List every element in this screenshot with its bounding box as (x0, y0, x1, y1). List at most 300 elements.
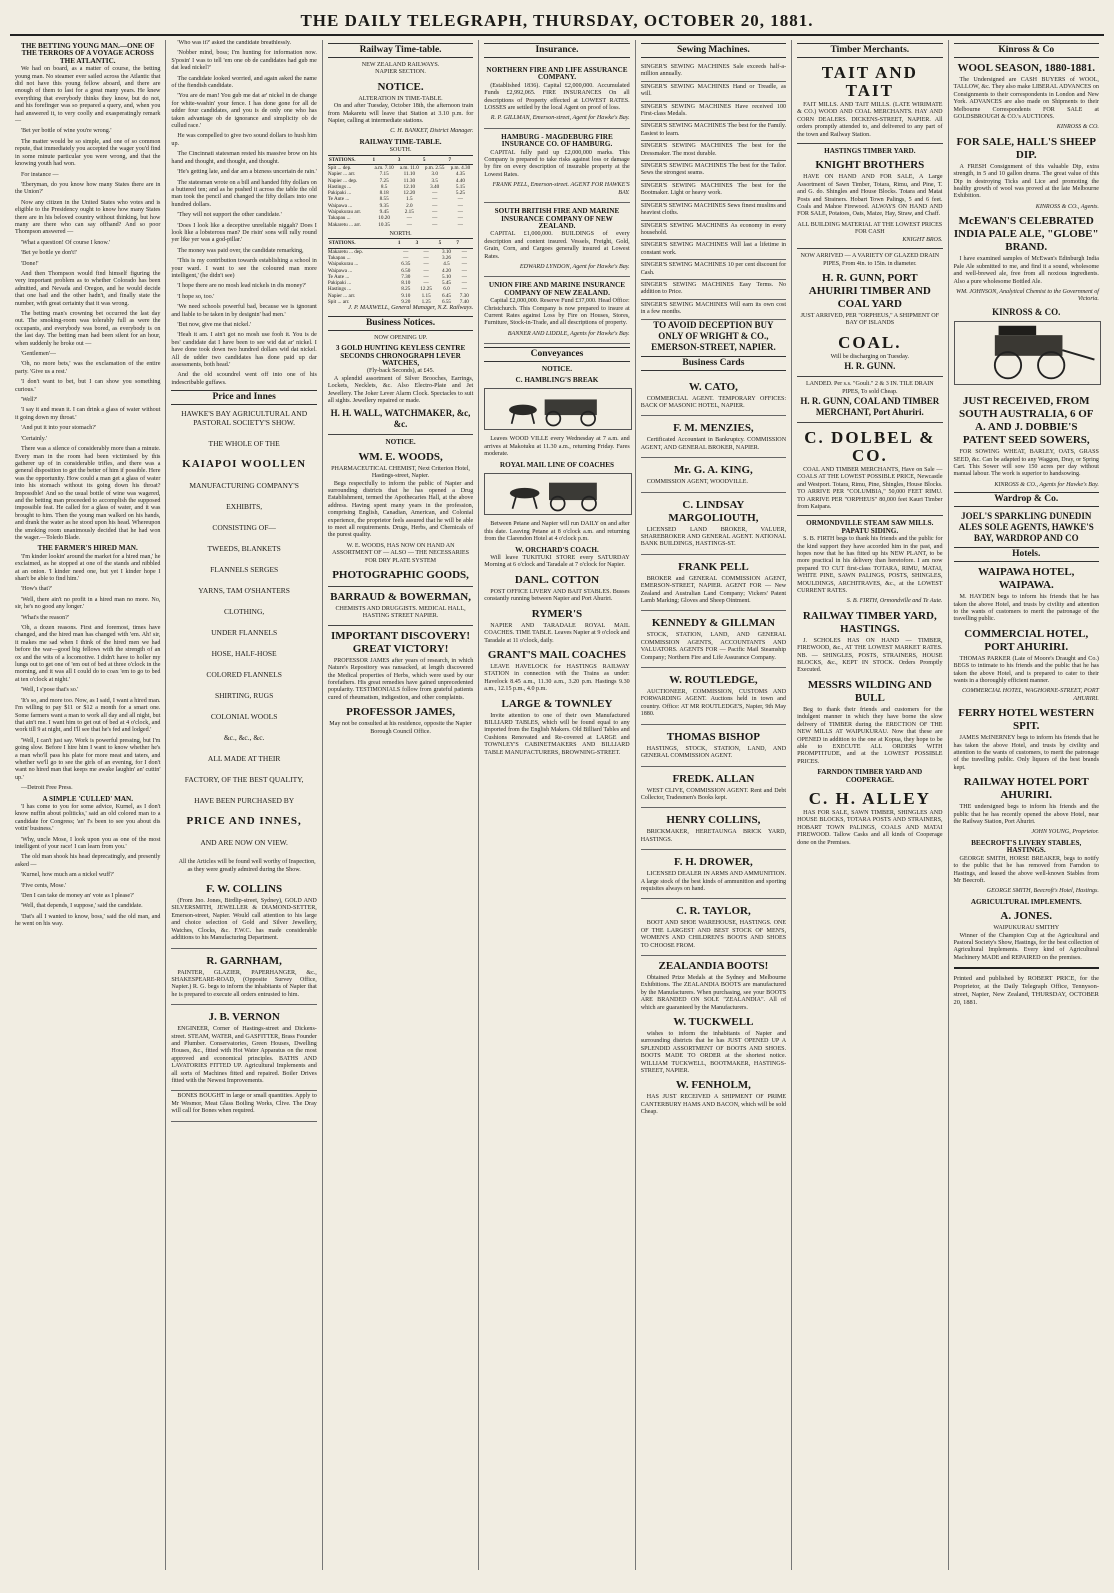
insurance-ad (484, 203, 629, 277)
insurance-text: (Established 1836). Capital £2,000,000. Accumulated Funds £2,992,065. FIRE INSURANCES On all descriptions of Property effected at LOWEST RATES. LOSSES are settled by the local Agent on proof of loss. (484, 82, 630, 112)
show-line: KAIAPOI WOOLLEN (182, 458, 307, 471)
horse-leg (534, 497, 537, 509)
paragraph: We had on board, as a matter of course, the betting young man. No steamer ever sailed across the Atlantic that did not have this young fellow aboard, and there are enough of them to last for a great many years. He knew everything that everybody thinks they know, but do not, and his forefinger was so prepared a query, and, when you had answered it, to very coolly and exasperatingly remark — (15, 66, 161, 125)
paragraph: The matter would be so simple, and one of so common repute, that immediately you accepted the wager you'd find in some minute particular you were wrong, and that the knowing youth had won. (15, 138, 161, 168)
train-time: 2.15 (404, 209, 414, 216)
train-time: 6.35 (401, 261, 411, 268)
railway-notice: On and after Tuesday, October 18th, the afternoon train from Makaretu will leave that Station at 3.10 p.m. for Napier, calling at intermediate stations. (327, 103, 474, 125)
train-time: p.m. 2.55 (424, 164, 445, 171)
paragraph: 'How's that?' (21, 586, 52, 593)
grant-name: GRANT'S MAIL COACHES (487, 648, 627, 661)
train-time: — (461, 267, 467, 274)
ale-head: McEWAN'S CELEBRATED INDIA PALE ALE, "GLOBE" BRAND. (953, 215, 1099, 254)
railway-timber-yard: RAILWAY TIMBER YARD, HASTINGS. (802, 609, 937, 635)
paragraph: 'I'm kinder lookin' around the market for a hired man,' he exclaimed, as he stopped at one of the stands and nibbled at an onion. 'I kinder need one, but yet I kinder hope I shan't be able to find him.' (15, 553, 161, 582)
business-card (641, 493, 786, 555)
woods-text: Begs respectfully to inform the public of Napier and surrounding districts that he has opened a Drug Establishment, termed the Apothecaries Hall, at the above address. Having spent many years in the profession, comprising English, Canadian, American, and Colonial experience, the proprietor feels assured that he will be able to meet all requirements. Drugs, Herbs, and Chemicals of the purest quality. (327, 480, 474, 539)
horse-leg (512, 413, 515, 423)
woods-name: WM. E. WOODS, (358, 450, 443, 463)
paragraph: 'Den I can take de money an' vote as I please?' (21, 893, 134, 900)
show-line: AND ARE NOW ON VIEW. (200, 838, 288, 848)
timetable-title: RAILWAY TIME-TABLE. (359, 137, 442, 146)
trade-ad-name: J. B. VERNON (208, 1011, 280, 1024)
trade-ad (171, 949, 316, 1006)
train-time: 6.55 (441, 299, 452, 305)
business-card (641, 725, 786, 767)
paragraph: 'I don't want to bet, but I can show you something curious.' (15, 379, 161, 393)
train-time: — (423, 267, 429, 274)
timetable-row (328, 248, 473, 255)
train-time: 4.5 (443, 261, 450, 268)
sower-wheel (1038, 352, 1064, 378)
train-time: 11.30 (403, 177, 416, 184)
divider (797, 143, 942, 144)
newspaper-page (10, 10, 1104, 1573)
hastings-yard: HASTINGS TIMBER YARD. (824, 147, 916, 156)
show-line: FLANNELS SERGES (210, 565, 279, 575)
business-card-name: F. H. DROWER, (674, 856, 753, 869)
show-line: THE WHOLE OF THE (208, 439, 280, 449)
article-body (15, 66, 160, 928)
paragraph: The Cincinnati statesman rested his massive brow on his hand and thought, and thought, and thought. (171, 151, 317, 165)
singer-ad: SINGER'S SEWING MACHINES Will last a lifetime in constant work. (641, 240, 786, 260)
horse-leg (513, 497, 516, 509)
business-card (641, 767, 786, 809)
business-card (641, 899, 786, 956)
seed-sower-signature: KINROSS & CO., Agents for Hawke's Bay. (994, 481, 1099, 488)
trade-ad-text: PAINTER, GLAZIER, PAPERHANGER, &c., SHAKESPEARE-ROAD, (Opposite Survey Office, Napier.) R. G. begs to inform the inhabitants of Napier that he is prepared to execute all orders entrusted to him. (171, 969, 317, 998)
timetable-south (328, 155, 473, 228)
fenholm-head: W. FENHOLM, (675, 1079, 751, 1092)
paragraph: 'What a question! Of course I know.' (21, 239, 110, 246)
train-time: — (461, 254, 467, 261)
timetable-header: 7 (455, 239, 473, 248)
singer-ad: SINGER'S SEWING MACHINES Sale exceeds half-a-million annually. (641, 62, 786, 82)
column-6 (792, 40, 948, 1570)
show-line: ALL MADE AT THEIR (207, 754, 281, 764)
horse (510, 488, 540, 498)
trade-ads (171, 877, 316, 1122)
business-card-name: W. ROUTLEDGE, (669, 674, 758, 687)
timetable-north (328, 238, 473, 305)
knight-signature: KNIGHT BROS. (902, 236, 943, 243)
paragraph: 'Heah it am. I ain't got no mosh use fooh it. You is de bes' candidate dat I have been to see wid dat ar' nickel. I have done took down two hundred dollars wid dat nickel. All de udder two candidates has done paid up dar assessments, both head.' (171, 332, 317, 369)
business-card-text: COMMISSION AGENT, WOODVILLE. (646, 479, 749, 486)
station-name: Napier ... arr. (327, 292, 356, 299)
watch-ad-heading (328, 335, 473, 376)
business-card-text: AUCTIONEER, COMMISSION, CUSTOMS AND FORWARDING AGENT. Auctions held in town and country. Office: AT MR ROUTLEDGE'S, Napier, 9th May 1880. (640, 689, 787, 718)
wool-season: WOOL SEASON, 1880-1881. (957, 62, 1095, 74)
paragraph: 'Bet yer bottle of wine you're wrong.' (21, 128, 112, 135)
barraud-name: BARRAUD & BOWERMAN, (330, 591, 471, 604)
train-time: 8.18 (379, 190, 389, 197)
grant-text: LEAVE HAVELOCK for HASTINGS RAILWAY STATION in connection with the Trains as under: Havelock 8.45 a.m., 11.30 a.m., 3.20 p.m. Hastings 9.30 a.m., 12.15 p.m., 4.0 p.m. (484, 663, 630, 693)
dolbel-name: C. DOLBEL & CO. (804, 427, 936, 465)
jones-text: Winner of the Champion Cup at the Agricultural and Pastoral Society's Show, Hastings, for the best collection of Agricultural Implements. Every kind of Agricultural Machinery MADE and REPAIRED on the premises. (953, 932, 1099, 961)
train-time: p.m. 4.30 (450, 164, 471, 171)
singer-ad: SINGER'S SEWING MACHINES Have received 100 First-class Medals. (641, 102, 786, 122)
business-card (641, 416, 786, 458)
insurance-agent: EDWARD LYNDON, Agent for Hawke's Bay. (519, 263, 630, 270)
townley-name: LARGE & TOWNLEY (501, 697, 613, 710)
notice-line: ALTERATION IN TIME-TABLE. (358, 95, 443, 102)
show-line: SHIRTING, RUGS (214, 691, 274, 701)
paragraph: The old man shook his head deprecatingly, and presently asked — (15, 854, 161, 868)
section-timber: Timber Merchants. (797, 43, 942, 58)
business-card-name: Mr. G. A. KING, (674, 464, 753, 477)
column-1 (10, 40, 166, 1570)
train-time: 3.0 (431, 171, 438, 178)
show-line: MANUFACTURING COMPANY'S (189, 481, 299, 491)
station-name: Napier ... arr. (327, 171, 356, 178)
watch-ad-text: A splendid assortment of Silver Brooches, Earrings, Lockets, Necklets, &c. Also Electro-Plate and Jet Jewellery. The Joker Lever Alarm Clock. Spectacles to suit all sights. Jewellery repaired or made. (327, 375, 474, 404)
sheep-dip-head: FOR SALE, HALL'S SHEEP DIP. (956, 135, 1096, 161)
wool-text: The Undersigned are CASH BUYERS of WOOL, TALLOW, &c. They also make LIBERAL ADVANCES on Consignments to their correspondents in London and New York. ADVANCES are also made on Shipments to their Melbourne Correspondents FOR SALE at GOLDSBROUGH & CO.'s AUCTIONS. (953, 77, 1099, 121)
conveyance-notice: NOTICE. (541, 365, 573, 374)
barraud-sub: CHEMISTS AND DRUGGISTS. MEDICAL HALL, HASTING STREET NAPIER. (335, 606, 466, 620)
business-line: NOW OPENING UP. (374, 334, 427, 341)
singer-ad: SINGER'S SEWING MACHINES The best for the Dressmaker. The most durable. (641, 141, 786, 161)
show-line: HAWKE'S BAY AGRICULTURAL AND PASTORAL SOCIETY'S SHOW. (181, 409, 308, 428)
timetable-header: STATIONS. (328, 155, 372, 164)
business-card-text: LICENSED DEALER IN ARMS AND AMMUNITION. A large stock of the best kinds of ammunition and sporting requisites always on hand. (640, 871, 787, 892)
insurance-ad (484, 62, 629, 129)
train-time: 11.10 (403, 171, 416, 178)
insurance-ad (484, 277, 629, 344)
train-time: a.m. 7.10 (374, 164, 394, 171)
trade-ad-name: F. W. COLLINS (206, 883, 283, 896)
conveyance-text: Between Petane and Napier will run DAILY on and after this date. Leaving Petane at 8 o'clock a.m. and returning from the Clarendon Hotel at 4 o'clock p.m. (484, 521, 630, 543)
column-3 (323, 40, 479, 1570)
timetable-header: 3 (415, 239, 438, 248)
knight-name: KNIGHT BROTHERS (815, 159, 925, 172)
train-time: — (461, 286, 467, 293)
parker-signature: COMMERCIAL HOTEL, WAGHORNE-STREET, PORT AHURIRI. (961, 688, 1099, 702)
business-cards-list (641, 375, 786, 956)
business-card (641, 555, 786, 612)
paragraph: 'I hope so, too.' (177, 293, 215, 300)
business-card-text: LICENSED LAND BROKER, VALUER, SHAREBROKER AND GENERAL AGENT. NATIONAL BANK BUILDINGS, HASTINGS-ST. (640, 526, 787, 548)
horse (509, 405, 537, 415)
insurance-ad (484, 129, 629, 203)
jones-name: A. JONES. (1000, 910, 1053, 923)
cotton-text: POST OFFICE LIVERY AND BAIT STABLES. Busses constantly running between Napier and Port Ahuriri. (484, 588, 630, 603)
paragraph: 'Eberyman, do you know how many States there are in the Union?' (15, 181, 161, 196)
firth-signature: S. B. FIRTH, Ormondville and Te Aute. (846, 598, 943, 605)
train-time: 10.35 (378, 221, 390, 228)
building-material: ALL BUILDING MATERIAL AT THE LOWEST PRICES FOR CASH (797, 221, 943, 236)
singer-footer: TO AVOID DECEPTION BUY ONLY OF WRIGHT & CO., EMERSON-STREET, NAPIER. (651, 319, 776, 352)
paragraph: 'Nobber mind, boss; I'm hunting for information now. S'posin' I was to tell 'em one ob de candidates had gub me dat lead nickel?' (171, 50, 317, 72)
train-time: 12.25 (420, 286, 432, 293)
column-4 (479, 40, 635, 1570)
paragraph: The betting man's crowning bet occurred the last day out. The smoking-room was tolerably full as were the occupants, and everybody was bored, as everybody is on the last day. The betting man had been silent for an hour, when suddenly he broke out — (15, 311, 161, 347)
wool-signature: KINROSS & CO. (1056, 124, 1099, 131)
train-time: — (457, 202, 463, 209)
train-time: 1.15 (421, 292, 431, 299)
train-time: 7.40 (459, 299, 469, 305)
business-card-name: FREDK. ALLAN (672, 772, 755, 785)
train-time: 1.25 (421, 299, 431, 305)
paragraph: 'What's the reason?' (21, 614, 69, 621)
paragraph: The money was paid over, the candidate remarking, (177, 247, 304, 254)
train-time: — (457, 196, 463, 203)
train-time: 12.10 (403, 183, 416, 190)
paragraph: 'Certainly.' (21, 435, 47, 442)
singer-ad: SINGER'S SEWING MACHINES Sews finest muslins and heaviest cloths. (641, 201, 786, 221)
timetable-header: 3 (397, 155, 422, 164)
business-card-text: Certificated Accountant in Bankruptcy. COMMISSION AGENT, AND GENERAL BROKER, NAPIER. (640, 437, 787, 451)
conveyance-text: Will leave TUKITUKI STORE every SATURDAY Morning at 6 o'clock and Taradale at 7 o'clock for Napier. (484, 555, 630, 569)
divider (328, 586, 473, 587)
train-time: 5.25 (455, 190, 465, 197)
cotton-name: DANL. COTTON (514, 573, 600, 586)
coal-title: COAL. (838, 332, 902, 352)
train-time: 1.5 (406, 196, 413, 203)
dunedin-ales: JOEL'S SPARKLING DUNEDIN ALES SOLE AGENTS, HAWKE'S BAY, WARDROP AND CO (958, 511, 1094, 544)
business-card (641, 375, 786, 417)
business-line: (Fly-back Seconds), at £45. (366, 368, 435, 375)
section-wardrop: Wardrop & Co. (954, 492, 1099, 507)
conveyance-text: Leaves WOOD VILLE every Wednesday at 7 a.m. and arrives at Makotuku at 11.30 a.m., returning Friday. Fares moderate. (484, 436, 630, 458)
train-time: — (461, 261, 467, 268)
railway-notice-signature: C. H. BANKET, District Manager. (390, 128, 474, 135)
railway-notice-heading (328, 62, 473, 103)
section-hotels: Hotels. (954, 547, 1099, 562)
insurance-agent: BANNER AND LIDDLE, Agents for Hawke's Bay. (507, 330, 630, 337)
ormondville-head: ORMONDVILLE STEAM SAW MILLS. PAPATU SIDING. (806, 519, 934, 535)
sower-wheel (994, 352, 1020, 378)
paragraph: 'This is my contribution towards establishing a school in your ward. I want to see the coloured man more intelligent,' (he didn't see) (171, 258, 317, 279)
section-conveyances: Conveyances (484, 347, 629, 362)
train-time: 9.45 (379, 209, 389, 216)
divider (328, 434, 473, 435)
knight-text: HAVE ON HAND AND FOR SALE, A Large Assortment of Sawn Timber, Totara, Rimu, and Pine, T. and G. do. Shingles and House Blocks. Totara and Matai Posts and Strainers. Hobart Town Palings, 5 and 6 feet. Coals and Mahoe Firewood. ALWAYS ON HAND AND FOR SALE, Potatoes, Oats, Maize, Hay, Straw, and Chaff. (797, 174, 943, 218)
business-card-text: BRICKMAKER, HERETAUNGA BRICK YARD, HASTINGS. (640, 829, 787, 843)
insurance-agent: R. P. GILLMAN, Emerson-street, Agent for Hawke's Bay. (490, 115, 630, 122)
train-time: 3.5 (431, 177, 438, 184)
station-name: Makaretu ... arr. (327, 221, 361, 228)
train-time: 9.10 (401, 292, 411, 299)
trade-ad-text: ENGINEER, Corner of Hastings-street and Dickens-street. STEAM, WATER, and GASFITTER, Brass Founder and Plumber. Conservatories, Green Houses, Dwelling Houses, &c., fitted with Hot Water Apparatus on the most approved and economical principles. BATHS AND LAVATORIES FITTED UP. Agricultural Implements and all sorts of Machines fitted and repaired. Boiler Drives fitted with the Newest Improvements. (171, 1026, 317, 1084)
train-time: a.m. 11.0 (399, 164, 419, 171)
section-sewing-machines: Sewing Machines. (641, 43, 786, 58)
tile-pipes-landed: LANDED. Per s.s. "Gouli." 2 & 3 IN. TILE DRAIN PIPES, To sold Cheap. (805, 381, 934, 395)
timetable-row (328, 222, 473, 228)
show-line: EXHIBITS, (226, 502, 263, 512)
paragraph: 'It's so, and more too. Now, as I said, I want a hired man. I'm willing to pay $11 or $12 a month for a smart one. Some farmers want a man to work all day and all night, but that ain't me. I want him to get out of bed at 4 o'clock, and work till 9 at night, and I'll see that he's fed and lodged.' (15, 697, 161, 734)
show-line: CLOTHING, (224, 607, 265, 617)
ferry-text: JAMES McINERNEY begs to inform his friends that he has taken the above Hotel, and trusts by civility and attention to the wants of customers, to merit the patronage of the travelling public. Only liquors of the best brands kept. (953, 735, 1099, 771)
business-card-name: FRANK PELL (678, 560, 749, 573)
section-kinross: Kinross & Co (954, 43, 1099, 58)
section-business-notices: Business Notices. (328, 316, 473, 331)
train-time: 6.50 (401, 267, 411, 274)
timetable-row (328, 164, 473, 171)
paragraph: For instance — (21, 171, 59, 178)
singer-ad: SINGER'S SEWING MACHINES 10 per cent discount for Cash. (641, 260, 786, 280)
paragraph: The statesman wrote on a bill and handed fifty dollars on a buttered ten; and as he pushed it across the table the old man took the pencil and changed the fifty dollars into one hundred dollars. (171, 179, 317, 208)
singer-ad: SINGER'S SEWING MACHINES The best for the Bootmaker. Light or heavy work. (641, 181, 786, 201)
woods-address: PHARMACEUTICAL CHEMIST, Next Criterion Hotel, Hastings-street, Napier. (331, 465, 470, 480)
discovery-foot: May not be consulted at his residence, opposite the Napier Borough Council Office. (329, 721, 472, 735)
section-insurance: Insurance. (484, 43, 629, 58)
train-time: — (423, 280, 429, 287)
business-card-name: F. M. MENZIES, (673, 422, 754, 435)
photo-head: PHOTOGRAPHIC GOODS, (332, 569, 469, 582)
paragraph: 'I has come to you for some advice, Kurnel, as I don't know nuffin about politicks,' said an old colored man to a candidate for Congress; 'an' I's been to see you about dis votin' business.' (15, 803, 161, 833)
train-time: — (461, 280, 467, 287)
paragraph: 'Who was it?' asked the candidate breathlessly. (177, 40, 292, 46)
singer-ad: SINGER'S SEWING MACHINES As economy in every household. (641, 221, 786, 241)
paragraph: 'Gentlemen'— (21, 351, 57, 358)
paragraph: 'Done!' (21, 260, 39, 267)
train-time: 4.40 (455, 177, 465, 184)
waipawa-text: M. HAYDEN begs to inform his friends that he has taken the above Hotel, and trusts by civility and attention to the wants of customers to merit the patronage of the travelling public. (953, 594, 1099, 623)
show-line: HOSE, HALF-HOSE (211, 649, 277, 659)
paragraph: 'They will not support the other candidate.' (177, 212, 282, 219)
divider (797, 376, 942, 377)
conveyance-name: C. HAMBLING'S BREAK (515, 375, 599, 384)
station-name: Hastings ... (327, 183, 352, 190)
show-advertisement (171, 409, 316, 847)
train-time: 2.0 (406, 202, 413, 209)
timetable-header: 1 (371, 155, 396, 164)
gunn-yard: H. R. GUNN, PORT AHURIRI TIMBER AND COAL YARD (808, 271, 931, 310)
station-name: Te Aute ... (327, 273, 350, 280)
show-line: COLONIAL WOOLS (210, 712, 278, 722)
business-card-text: HASTINGS, STOCK, STATION, LAND, AND GENERAL COMMISSION AGENT. (640, 745, 787, 760)
business-card (641, 458, 786, 492)
mail-coach-illustration (484, 473, 631, 515)
ale-signature: WM. JOHNSON, Analytical Chemist to the Government of Victoria. (956, 288, 1099, 303)
business-card (641, 850, 786, 899)
station-name: Pakipaki ... (327, 190, 352, 197)
discovery-text: PROFESSOR JAMES after years of research, in which Nature's Repository was ransacked, at length discovered the Medical properties of Herbs, which were used by our forefathers. His great remedies have gained unprecedented popularity. TESTIMONIALS follow from grateful patients cured of rheumatism, indigestion, and other complaints. (327, 657, 474, 701)
timetable-north-label: NORTH. (389, 230, 412, 237)
trade-ad-text: (From Jno. Jones, Birdlip-street, Sydney), GOLD AND SILVERSMITH, JEWELLER & DIAMOND-SETTER, Emerson-street, Napier. Would call attention to his large and choice selection of Gold and Silver Jewellery, Watches, Clocks, &c. F.W.C. has made considerable additions to his Manufacturing Department. (171, 898, 317, 942)
gunn-signature: H. R. GUNN. (844, 361, 896, 372)
paragraph: 'Does I look like a deceptive unreliable niggah? Does I look like a lobsterous man? De risin' sons will rally round yer like yer was a god-pillar.' (171, 222, 317, 244)
fenholm-text: HAS JUST RECEIVED A SHIPMENT OF PRIME CANTERBURY HAMS AND BACON, which will be sold Cheap. (640, 1094, 787, 1116)
business-card-text: BROKER and GENERAL COMMISSION AGENT, EMERSON-STREET, NAPIER. AGENT FOR — New Zealand and Australian Land Company; Vickers' Patent Lamb Marking; Gloves and Sheep Ointment. (640, 575, 787, 605)
train-time: — (406, 215, 412, 222)
discovery-signature: PROFESSOR JAMES, (346, 706, 455, 719)
seed-sower-text: FOR SOWING WHEAT, BARLEY, OATS, GRASS SEED, &c. Can be adapted to any Waggon, Dray, or Spring Cart. This Sower will sow 150 acres per day without manual labour. The work is superior to handsowing. (953, 449, 1099, 478)
show-line: PRICE AND INNES, (186, 815, 302, 828)
paragraph: 'Why, uncle Mose, I look upon you as one of the most intelligent of your race! I can learn from you.' (15, 836, 161, 850)
wall-name: H. H. WALL, WATCHMAKER, &c, &c. (330, 408, 471, 430)
paragraph: The candidate looked worried, and again asked the name of the fiendish candidate. (171, 75, 317, 90)
train-time: — (432, 196, 438, 203)
section-railway: Railway Time-table. (328, 43, 473, 58)
rymer-name: RYMER'S (531, 607, 583, 620)
paragraph: 'We need schools powerful bad, because we is ignorant and liable to be taken in by designin' bad men.' (171, 304, 317, 318)
station-name: Waipukurau ... (327, 261, 359, 268)
singer-ad: SINGER'S SEWING MACHINES Will earn its own cost in a few months. (641, 300, 786, 320)
train-time: — (461, 248, 467, 255)
paragraph: And the old scoundrel went off into one of his indescribable guffaws. (171, 372, 317, 386)
timetable-signature: J. P. MAXWELL, General Manager, N.Z. Railways. (348, 305, 474, 312)
train-time: — (403, 248, 409, 255)
business-card (641, 808, 786, 850)
divider (797, 422, 942, 423)
train-time: 6.45 (441, 292, 452, 299)
timetable-header: 1 (397, 239, 415, 248)
train-time: — (432, 215, 438, 222)
notice-line: NOTICE. (377, 80, 424, 93)
conveyance-name: W. ORCHARD'S COACH. (515, 545, 599, 554)
station-name: Napier ... dep. (327, 177, 358, 184)
paragraph: —Detroit Free Press. (21, 785, 73, 792)
insurance-name: UNION FIRE AND MARINE INSURANCE COMPANY OF NEW ZEALAND. (488, 281, 626, 297)
train-time: 10.20 (378, 215, 390, 222)
commercial-hotel: COMMERCIAL HOTEL, PORT AHURIRI. (964, 627, 1089, 653)
insurance-text: CAPITAL £1,000,000. BUILDINGS of every description and content insured. Vessels, Freight, Gold, Grain, Corn, and Cargoes generally insured at Lowest Rates. (484, 231, 630, 260)
sower-shaft (1062, 350, 1094, 359)
divider (797, 515, 942, 516)
paragraph: 'I say it and mean it. I can drink a glass of water without it going down my throat.' (15, 407, 161, 421)
dolbel-text: COAL AND TIMBER MERCHANTS, Have on Sale — COALS AT THE LOWEST POSSIBLE PRICE, Newcastle and Westport. Totara, Rimu, Pine, Shingles, House Blocks. TO ARRIVE PER "COLUMBIA," 50,000 FEET RIMU. TO ARRIVE PER "ORPHEUS" 80,000 feet Kauri Timber from Kaipara. (797, 466, 943, 510)
train-time: 3.40 (430, 183, 440, 190)
article-continuation (171, 40, 316, 387)
insurance-agent: FRANK PELL, Emerson-street. AGENT FOR HAWKE'S BAY. (492, 182, 630, 196)
station-name: Waipukurau arr. (327, 209, 362, 216)
ale-text: I have examined samples of McEwan's Edinburgh India Pale Ale submitted to me, and find it a sound, wholesome and well-brewed ale, free from all noxious ingredients. Also a pure wholesome Bottled Ale. (953, 256, 1099, 285)
columns (10, 40, 1104, 1570)
paragraph: Now any citizen in the United States who votes and is eligible to the Presidency ought to know how many States there are in his beloved country without thinking, but how many are there who can say offhand? And so poor Thompson answered — (15, 199, 161, 236)
rymer-text: NAPIER AND TARADALE ROYAL MAIL COACHES. TIME TABLE. Leaves Napier at 9 o'clock and Taradale at 11 o'clock, daily. (484, 622, 630, 644)
halley-name: C. H. ALLEY (808, 788, 931, 808)
train-time: — (432, 202, 438, 209)
sower-sign (998, 325, 1036, 334)
seed-sower-head: JUST RECEIVED, FROM SOUTH AUSTRALIA, 6 OF A. AND J. DOBBIE'S PATENT SEED SOWERS, (959, 395, 1094, 447)
train-time: 8.55 (379, 196, 389, 203)
train-time: — (457, 209, 463, 216)
show-line: CONSISTING OF— (212, 523, 276, 533)
coach-body (545, 399, 597, 415)
wilding-name: MESSRS WILDING AND BULL (807, 678, 932, 704)
jones-smithy: WAIPUKURAU SMITHY (993, 925, 1060, 932)
young-signature: JOHN YOUNG, Proprietor. (1031, 829, 1099, 836)
station-name: Te Aute ... (327, 196, 350, 203)
coal-received: JUST ARRIVED, PER "ORPHEUS," A SHIPMENT OF BAY OF ISLANDS (800, 312, 940, 327)
singer-list (641, 62, 786, 320)
show-note: All the Articles will be found well worthy of Inspection, as they were greatly admired during the Show. (178, 859, 316, 873)
trade-ad (171, 877, 316, 948)
trade-ad (171, 1005, 316, 1091)
insurance-text: CAPITAL fully paid up £2,000,000 marks. This Company is prepared to take risks against loss or damage by fire on every description of insurable property at the Lowest Rates. (484, 149, 630, 178)
train-time: 8.25 (401, 286, 411, 293)
timetable-header: STATIONS. (328, 239, 397, 248)
beecroft-stables: BEECROFT'S LIVERY STABLES, HASTINGS. (971, 838, 1082, 855)
divider (797, 248, 942, 249)
station-name: Waipawa ... (327, 202, 353, 209)
business-card-text: STOCK, STATION, LAND, AND GENERAL COMMISSION AGENTS, ACCOUNTANTS AND VALUATORS. AGENTS FOR — Pacific Mail Steamship Company; Northern Fire and Life Assurance Company. (640, 632, 787, 661)
notice-line: NEW ZEALAND RAILWAYS. (361, 62, 440, 68)
smith-signature: GEORGE SMITH, Beecroft's Hotel, Hastings. (986, 888, 1099, 895)
paragraph: 'Oh, no more bets,' was the exclamation of the entire party. 'Give us a rest.' (15, 361, 161, 375)
train-time: — (457, 221, 463, 228)
show-line: UNDER FLANNELS (211, 628, 278, 638)
drain-pipes-arrived: NOW ARRIVED — A VARIETY OF GLAZED DRAIN PIPES, From 4in. to 15in. in diameter. (800, 253, 940, 267)
column-2 (166, 40, 322, 1570)
paragraph: 'Well, I s'pose that's so.' (21, 687, 79, 694)
train-time: 5.15 (455, 183, 465, 190)
paragraph: 'Dat's all I wanted to know, boss,' said the old man, and he went on his way. (15, 913, 161, 928)
sheep-dip-signature: KINROSS & CO., Agents. (1035, 203, 1099, 210)
sheep-dip-text: A FRESH Consignment of this valuable Dip, extra strength, in 5 and 10 gallon drums. The great value of this Dip in destroying Ticks and Lice and promoting the healthy growth of wool was proved at the late Melbourne Exhibition. (953, 163, 1099, 200)
